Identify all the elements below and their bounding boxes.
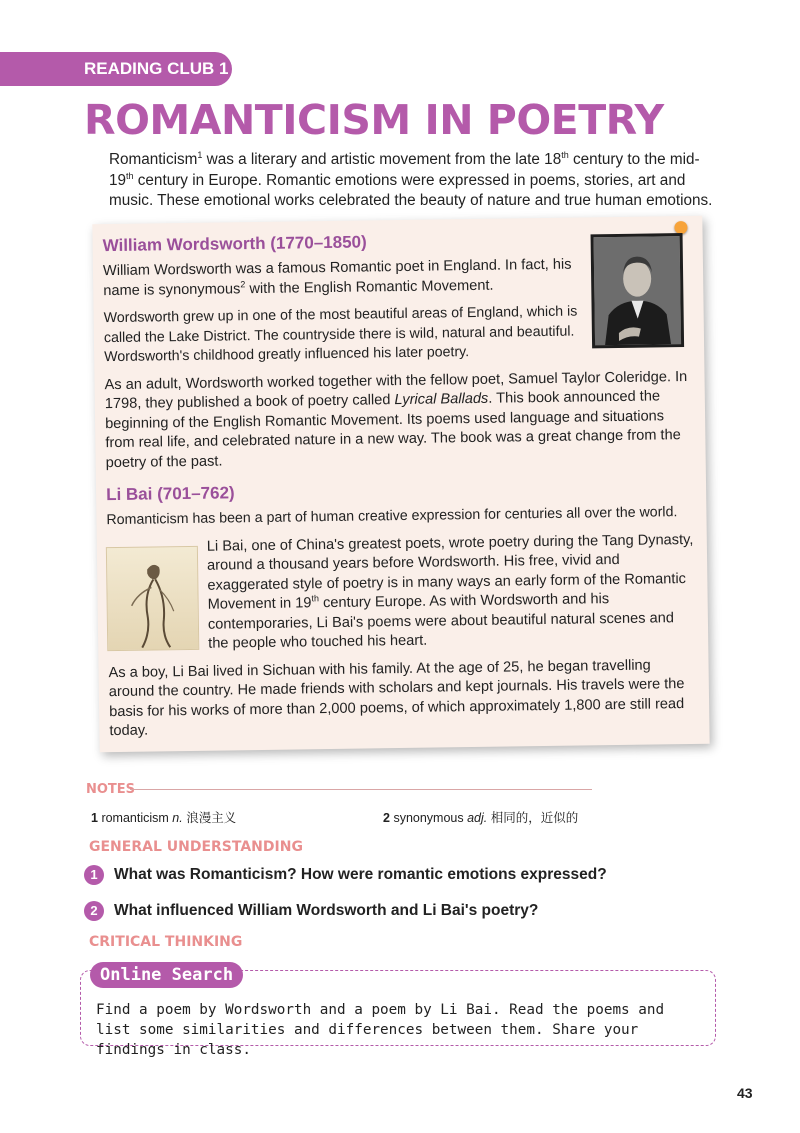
intro-text: was a literary and artistic movement from the late 18: [202, 151, 562, 168]
note-pos: n.: [172, 811, 183, 825]
question-number-badge: 1: [84, 865, 104, 885]
notes-divider: [130, 789, 592, 790]
note-number: 1: [91, 811, 98, 825]
intro-text: Romanticism: [109, 151, 198, 168]
note-definition: 相同的，近似的: [490, 811, 579, 825]
note-number: 2: [383, 811, 390, 825]
li-bai-paragraph-2: [207, 530, 697, 654]
ordinal-suffix: th: [126, 170, 134, 181]
book-title: Lyrical Ballads: [394, 390, 489, 409]
footnote-ref: 1: [197, 149, 203, 160]
reading-club-label: READING CLUB 1: [84, 59, 229, 78]
intro-text: century in Europe. Romantic emotions were expressed in poems, stories, art and music. These emotional works celebrated the beauty of nature and true human emotions.: [109, 171, 713, 209]
footnote-ref: 2: [240, 278, 246, 289]
wordsworth-paragraph-2: Wordsworth grew up in one of the most beautiful areas of England, which is called the Lake District. The countryside there is wild, natural and beautiful. Wordsworth's childhood greatly influenced his later poetry.: [103, 303, 578, 366]
wordsworth-heading: William Wordsworth (1770–1850): [102, 232, 367, 256]
reading-card: [92, 216, 709, 752]
question-2: [84, 901, 538, 921]
note-1: [91, 808, 236, 826]
wordsworth-paragraph-1: [103, 255, 581, 301]
note-pos: adj.: [467, 811, 488, 825]
online-search-label: Online Search: [90, 962, 243, 988]
note-2: [383, 808, 578, 826]
paragraph-text: Li Bai, one of China's greatest poets, wrote poetry during the Tang Dynasty, around a thousand years before Wordsworth. His free, vivid and exaggerated style of poetry is in many ways an early form of the Romantic Movement in 19: [206, 531, 694, 613]
paragraph-text: with the English Romantic Movement.: [245, 277, 494, 297]
page-title: ROMANTICISM IN POETRY: [84, 96, 664, 144]
paragraph-text: As an adult, Wordsworth worked together with the fellow poet, Samuel Taylor Coleridge. In 1798, they published a book of poetry called: [104, 368, 688, 413]
intro-text: century to the mid-19: [109, 151, 700, 189]
question-number-badge: 2: [84, 901, 104, 921]
critical-thinking-heading: CRITICAL THINKING: [89, 934, 243, 950]
paragraph-text: William Wordsworth was a famous Romantic poet in England. In fact, his name is synonymous: [102, 256, 572, 299]
reading-club-tab: [0, 52, 232, 86]
note-definition: 浪漫主义: [186, 811, 237, 825]
ordinal-suffix: th: [561, 149, 569, 160]
question-text: What was Romanticism? How were romantic emotions expressed?: [114, 866, 607, 883]
paragraph-text: . This book announced the beginning of the English Romantic Movement. Its poems used language and situations from real life, and celebrated nature in a new way. The book was a great change from the poetry of the past.: [105, 388, 681, 471]
li-bai-heading: Li Bai (701–762): [105, 483, 235, 505]
li-bai-paragraph-1: Romanticism has been a part of human creative expression for centuries all over the world.: [106, 504, 678, 529]
notes-heading: NOTES: [86, 782, 136, 797]
note-word: synonymous: [393, 811, 464, 825]
wordsworth-paragraph-3: [104, 367, 693, 473]
li-bai-paragraph-3: As a boy, Li Bai lived in Sichuan with his family. At the age of 25, he began travelling around the country. He made friends with scholars and kept journals. His travels were the basis for his works of more than 2,000 poems, of which approximately 1,800 are still read today.: [108, 657, 685, 740]
note-word: romanticism: [101, 811, 169, 825]
question-1: [84, 865, 607, 885]
online-search-text: Find a poem by Wordsworth and a poem by Li Bai. Read the poems and list some similarities and differences between them. Share your findings in class.: [96, 1002, 665, 1058]
page-number: 43: [737, 1085, 753, 1101]
paragraph-text: century Europe. As with Wordsworth and his contemporaries, Li Bai's poems were about beautiful natural scenes and the people who touched his heart.: [207, 591, 675, 652]
ordinal-suffix: th: [311, 593, 320, 604]
card-content: [103, 228, 698, 750]
question-text: What influenced William Wordsworth and Li Bai's poetry?: [114, 902, 539, 919]
general-understanding-heading: GENERAL UNDERSTANDING: [89, 839, 303, 855]
intro-paragraph: [109, 150, 719, 212]
